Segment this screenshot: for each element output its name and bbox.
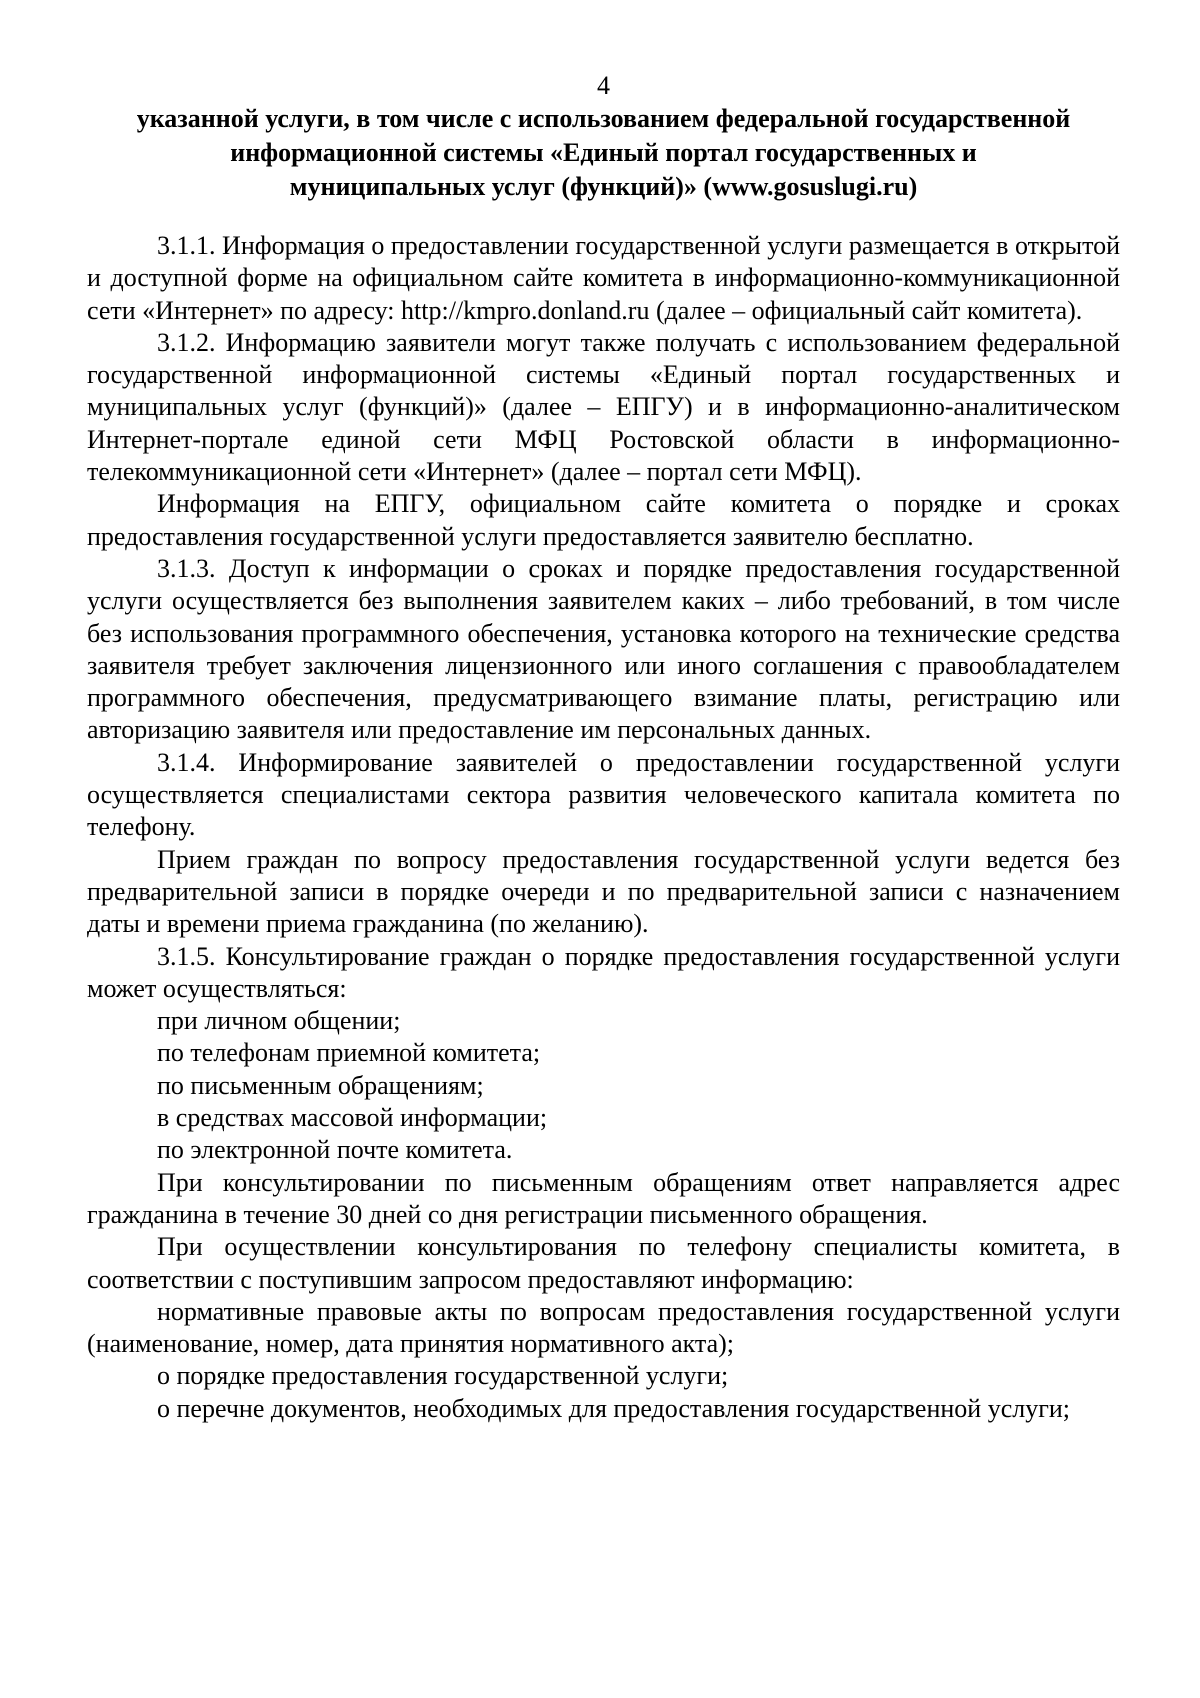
list-item-procedure: о порядке предоставления государственной услуги; xyxy=(157,1361,729,1391)
section-heading xyxy=(87,102,1120,204)
heading-line-2: информационной системы «Единый портал государственных и xyxy=(230,138,977,167)
paragraph-3-1-1: 3.1.1. Информация о предоставлении государственной услуги размещается в открытой и доступной форме на официальном сайте комитета в информационно-коммуникационной сети «Интернет» по адресу: http://kmpro.donland.ru (далее – официальный сайт комитета). xyxy=(87,231,1120,325)
paragraph-written-response: При консультировании по письменным обращениям ответ направляется адрес гражданина в течение 30 дней со дня регистрации письменного обращения. xyxy=(87,1167,1120,1229)
page-number: 4 xyxy=(597,71,610,100)
paragraph-3-1-3: 3.1.3. Доступ к информации о сроках и порядке предоставления государственной услуги осуществляется без выполнения заявителем каких – либо требований, в том числе без использования программного обеспечения, установка которого на технические средства заявителя требует заключения лицензионного или иного соглашения с правообладателем программного обеспечения, предусматривающего взимание платы, регистрацию или авторизацию заявителя или предоставление им персональных данных. xyxy=(87,553,1120,745)
paragraph-reception: Прием граждан по вопросу предоставления государственной услуги ведется без предварительной записи в порядке очереди и по предварительной записи с назначением даты и времени приема гражданина (по желанию). xyxy=(87,844,1120,939)
paragraph-3-1-5: 3.1.5. Консультирование граждан о порядке предоставления государственной услуги может осуществляться: xyxy=(87,941,1120,1003)
list-item-legal-acts: нормативные правовые акты по вопросам предоставления государственной услуги (наименование, номер, дата принятия нормативного акта); xyxy=(87,1296,1120,1359)
document-body xyxy=(87,230,1120,1425)
list-item-written: по письменным обращениям; xyxy=(157,1070,484,1100)
paragraph-phone-consultation: При осуществлении консультирования по телефону специалисты комитета, в соответствии с поступившим запросом предоставляют информацию: xyxy=(87,1232,1120,1294)
list-item-media: в средствах массовой информации; xyxy=(157,1103,548,1133)
document-page xyxy=(87,70,1120,1425)
paragraph-3-1-2: 3.1.2. Информацию заявители могут также получать с использованием федеральной государственной информационной системы «Единый портал государственных и муниципальных услуг (функций)» (далее – ЕПГУ) и в информационно-аналитическом Интернет-портале единой сети МФЦ Ростовской области в информационно-телекоммуникационной сети «Интернет» (далее – портал сети МФЦ). xyxy=(87,327,1120,487)
paragraph-epgu-info: Информация на ЕПГУ, официальном сайте комитета о порядке и сроках предоставления государственной услуги предоставляется заявителю бесплатно. xyxy=(87,489,1120,551)
heading-line-3: муниципальных услуг (функций)» (www.gosuslugi.ru) xyxy=(289,172,918,201)
heading-line-1: указанной услуги, в том числе с использованием федеральной государственной xyxy=(136,104,1071,133)
list-item-email: по электронной почте комитета. xyxy=(157,1135,513,1165)
paragraph-3-1-4: 3.1.4. Информирование заявителей о предоставлении государственной услуги осуществляется специалистами сектора развития человеческого капитала комитета по телефону. xyxy=(87,747,1120,842)
list-item-documents: о перечне документов, необходимых для предоставления государственной услуги; xyxy=(157,1393,1071,1423)
list-item-phone: по телефонам приемной комитета; xyxy=(157,1038,541,1068)
list-item-personal: при личном общении; xyxy=(157,1006,401,1036)
